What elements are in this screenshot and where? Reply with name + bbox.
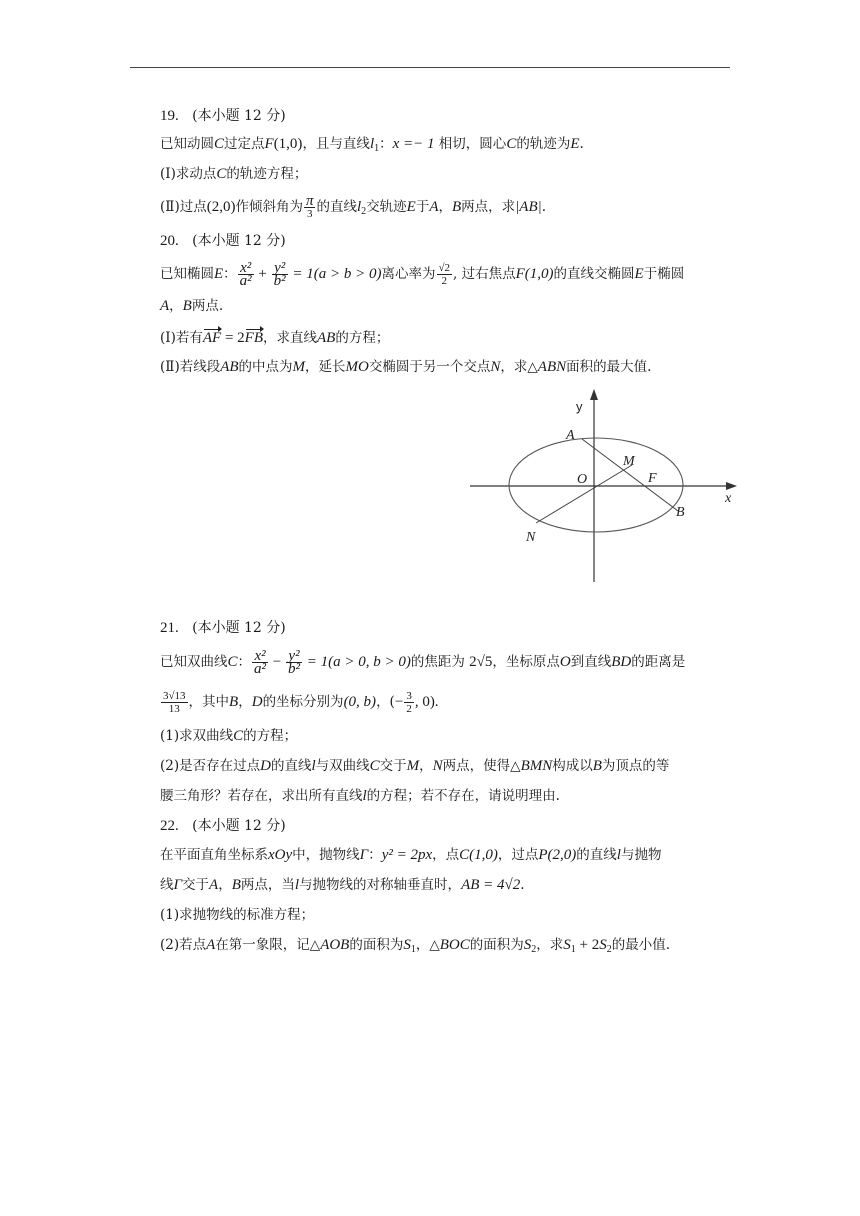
q22-heading — [160, 815, 286, 835]
label-x: x — [725, 491, 732, 506]
q21-points: (本小题 12 分) — [192, 620, 286, 636]
label-y: y — [576, 399, 583, 414]
label-o: O — [577, 472, 588, 487]
label-n: N — [526, 530, 536, 545]
q21-heading — [160, 617, 286, 637]
q22-stem-line2: 线Γ交于A，B两点，当l与抛物线的对称轴垂直时，AB = 4√2. — [160, 877, 525, 893]
q22-part1: (1)求抛物线的标准方程； — [160, 907, 315, 923]
q19-number: 19. — [160, 108, 179, 124]
q19-part2: (Ⅱ)过点(2,0)作倾斜角为 $\frac{\pi}{3}$ 的直线$l_2$交轨迹E于A，B两点，求|AB|. — [160, 193, 547, 220]
q19-points: (本小题 12 分) — [192, 108, 286, 124]
q19-heading — [160, 105, 286, 125]
q21-part2-line2: 腰三角形？若存在，求出所有直线l的方程；若不存在，请说明理由. — [160, 788, 560, 804]
x-axis-arrow — [726, 482, 737, 490]
q21-number: 21. — [160, 620, 179, 636]
q20-stem-line2: A，B两点. — [160, 298, 224, 314]
label-f: F — [648, 471, 657, 486]
chord-ab — [582, 439, 678, 511]
label-b: B — [676, 505, 685, 520]
header-rule — [130, 67, 730, 68]
q20-part2: (Ⅱ)若线段AB的中点为M，延长MO交椭圆于另一个交点N，求△ABN面积的最大值. — [160, 359, 652, 375]
q21-part2: (2)是否存在过点D的直线l与双曲线C交于M，N两点，使得△BMN构成以B为顶点的等 — [160, 758, 670, 774]
q20-heading — [160, 230, 286, 250]
q22-stem: 在平面直角坐标系xOy中，抛物线Γ：y² = 2px，点C(1,0)，过点P(2,0)的直线l与抛物 — [160, 847, 662, 863]
q22-number: 22. — [160, 818, 179, 834]
q20-points: (本小题 12 分) — [192, 233, 286, 249]
q21-stem: 已知双曲线C： $\frac{\text{x²}}{\text{a²}}$ − $\frac{\text{y²}}{\text{b²}}$ = 1(a > 0, b > 0)的焦距为 2√5，坐标原点O到直线BD的距离是 — [160, 648, 686, 677]
q22-part2: (2)若点A在第一象限，记△AOB的面积为$S_1$，△BOC的面积为$S_2$，求$S_1 + 2S_2$的最小值. — [160, 937, 671, 955]
q20-part1: (Ⅰ)若有AF = 2FB，求直线AB的方程； — [160, 330, 390, 346]
label-m: M — [623, 454, 635, 469]
ellipse — [509, 438, 683, 532]
q22-points: (本小题 12 分) — [192, 818, 286, 834]
y-axis-arrow — [590, 389, 598, 400]
q19-part1: (Ⅰ)求动点C的轨迹方程； — [160, 166, 308, 182]
ellipse-figure — [460, 385, 750, 590]
q21-stem-line2: $\frac{3√13}{13}$ ，其中B，D的坐标分别为(0, b)，(− $\frac{3}{2}$ , 0). — [163, 690, 439, 715]
q20-stem: 已知椭圆E： $\frac{\text{x²}}{\text{a²}}$ + $\frac{\text{y²}}{\text{b²}}$ = 1(a > b > 0)离心率为 $\frac{√2}{2}$ , 过右焦点F(1,0)的直线交椭圆E于椭圆 — [160, 260, 685, 289]
q19-stem: 已知动圆C过定点F(1,0)，且与直线$l_1$：x =− 1 相切，圆心C的轨迹为E. — [160, 136, 584, 154]
label-a: A — [566, 428, 575, 443]
q20-number: 20. — [160, 233, 179, 249]
q21-part1: (1)求双曲线C的方程； — [160, 728, 298, 744]
